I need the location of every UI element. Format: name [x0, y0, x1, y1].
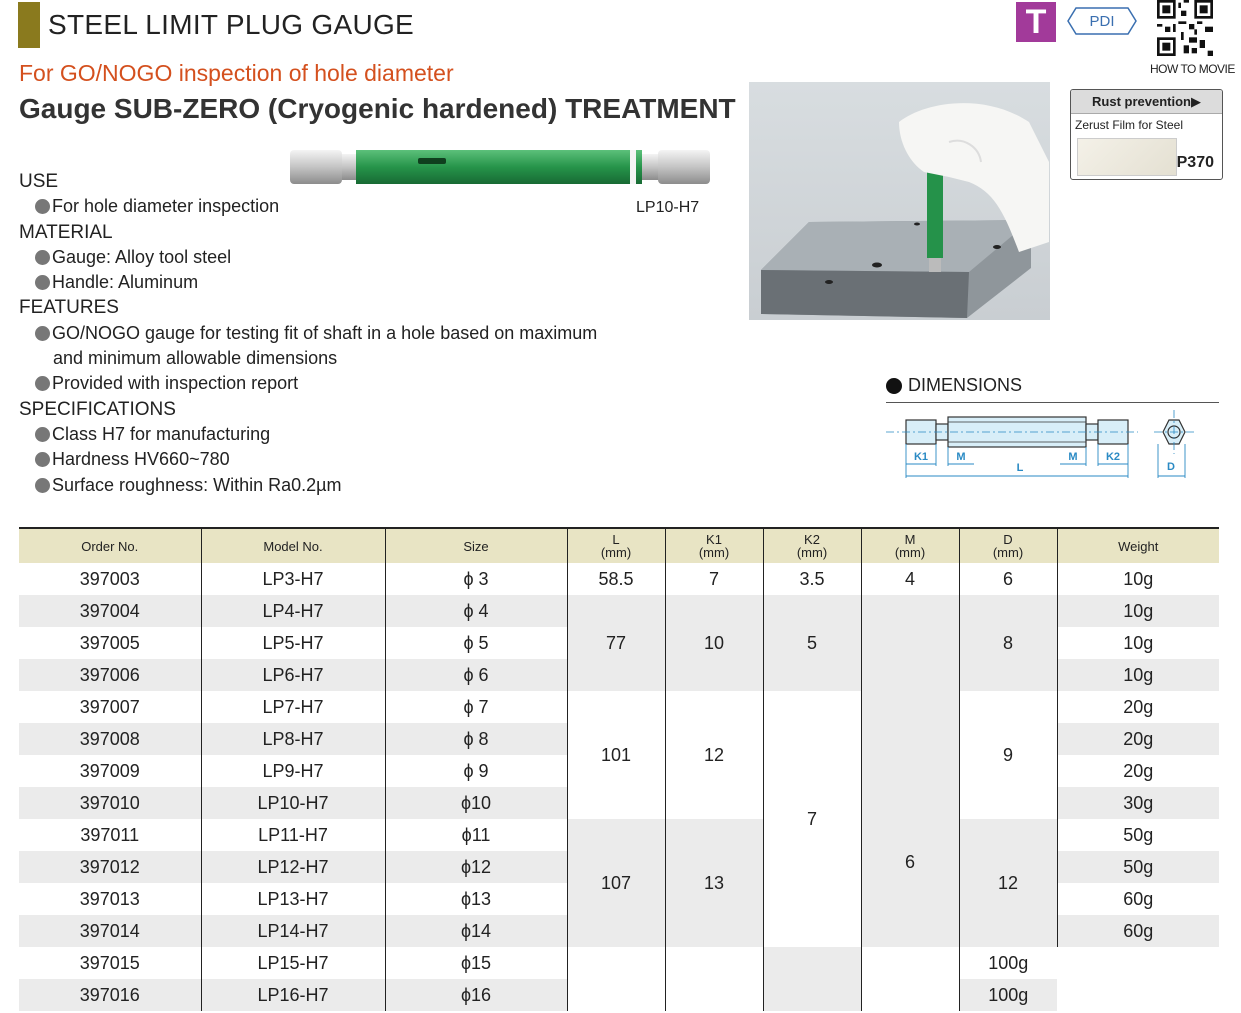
dimensions-title: DIMENSIONS — [908, 375, 1023, 395]
pdi-label: PDI — [1089, 13, 1115, 30]
k2-cell: 7 — [763, 691, 861, 947]
spec-item-3: Surface roughness: Within Ra0.2µm — [52, 474, 342, 495]
bullet-dot-icon — [35, 326, 50, 341]
table-row — [19, 947, 1219, 979]
rust-prevention-subtitle: Zerust Film for Steel — [1075, 118, 1184, 132]
dimension-diagram — [886, 408, 1219, 484]
spec-bullet — [19, 447, 699, 472]
gauge-image-caption: LP10-H7 — [636, 199, 700, 216]
model-cell: LP13-H7 — [201, 883, 385, 915]
bullet-dot-icon — [35, 199, 50, 214]
product-photo — [749, 82, 1050, 320]
order-cell: 397003 — [79, 568, 140, 589]
col-weight-header: Weight — [1057, 528, 1219, 563]
bullet-dot-icon — [35, 427, 50, 442]
k2-cell: 3.5 — [763, 563, 861, 595]
dim-label-k1: K1 — [913, 451, 929, 463]
rust-prevention-code: P370 — [1176, 154, 1214, 171]
size-cell: ϕ15 — [385, 947, 567, 979]
spec-item-1: Class H7 for manufacturing — [52, 423, 271, 444]
bullet-dot-icon — [35, 478, 50, 493]
col-order-header: Order No. — [19, 528, 201, 563]
l-cell: 58.5 — [567, 563, 665, 595]
col-l-header: L (mm) — [567, 528, 665, 563]
col-model-header: Model No. — [201, 528, 385, 563]
photo-illustration — [749, 82, 1050, 320]
model-cell: LP10-H7 — [201, 787, 385, 819]
weight-cell: 50g — [1057, 819, 1219, 851]
order-cell: 397005 — [79, 632, 140, 653]
d-cell: 6 — [959, 563, 1057, 595]
order-cell: 397006 — [19, 659, 201, 691]
model-cell: LP9-H7 — [201, 755, 385, 787]
size-cell: ϕ11 — [385, 819, 567, 851]
title-accent-bar — [18, 2, 40, 48]
size-cell: ϕ10 — [385, 787, 567, 819]
rust-prevention-title: Rust prevention▶ — [1071, 90, 1222, 114]
spec-bullet — [19, 371, 699, 396]
features-item-1-continued: and minimum allowable dimensions — [53, 348, 338, 369]
model-cell: LP5-H7 — [201, 627, 385, 659]
features-item-2: Provided with inspection report — [52, 373, 299, 394]
weight-cell: 60g — [1057, 915, 1219, 947]
size-cell: ϕ 8 — [385, 723, 567, 755]
dim-label-d: D — [1167, 461, 1175, 473]
spec-bullet — [19, 270, 699, 295]
material-heading: MATERIAL — [19, 221, 113, 243]
weight-cell: 20g — [1057, 691, 1219, 723]
model-cell: LP15-H7 — [201, 947, 385, 979]
size-cell: ϕ 6 — [385, 659, 567, 691]
order-cell: 397008 — [19, 723, 201, 755]
k1-cell: 12 — [665, 691, 763, 819]
dim-label-k2: K2 — [1105, 451, 1121, 463]
model-cell: LP4-H7 — [201, 595, 385, 627]
model-cell: LP3-H7 — [201, 563, 385, 595]
subtitle-treatment: Gauge SUB-ZERO (Cryogenic hardened) TREATMENT — [19, 93, 736, 124]
order-cell: 397016 — [19, 979, 201, 1011]
specifications-table — [19, 527, 1219, 1011]
l-cell-empty — [567, 947, 665, 1011]
spec-bullet — [19, 422, 699, 447]
weight-cell: 20g — [1057, 723, 1219, 755]
weight-cell: 100g — [959, 947, 1057, 979]
weight-cell: 50g — [1057, 851, 1219, 883]
dim-label-m-left: M — [956, 451, 966, 463]
rust-prevention-link[interactable] — [1070, 89, 1223, 180]
spec-bullet — [19, 473, 699, 498]
col-m-header: M (mm) — [861, 528, 959, 563]
d-cell-empty — [861, 947, 959, 1011]
order-cell: 397010 — [19, 787, 201, 819]
size-cell: ϕ 5 — [385, 627, 567, 659]
spec-bullet — [19, 194, 699, 219]
model-cell: LP14-H7 — [201, 915, 385, 947]
material-item-2: Handle: Aluminum — [52, 272, 199, 293]
spec-bullet — [19, 321, 699, 346]
size-cell: ϕ12 — [385, 851, 567, 883]
pdi-badge — [1066, 6, 1138, 36]
order-cell: 397004 — [19, 595, 201, 627]
bullet-dot-icon — [35, 275, 50, 290]
order-cell: 397014 — [19, 915, 201, 947]
order-cell: 397013 — [79, 888, 140, 909]
table-header-row — [19, 528, 1219, 563]
size-cell: ϕ16 — [385, 979, 567, 1011]
weight-cell: 10g — [1057, 595, 1219, 627]
m-cell: 4 — [861, 563, 959, 595]
d-cell: 9 — [959, 691, 1057, 819]
dim-label-m-right: M — [1068, 451, 1078, 463]
model-cell: LP8-H7 — [201, 723, 385, 755]
specifications-heading: SPECIFICATIONS — [19, 398, 176, 420]
weight-cell: 10g — [1057, 563, 1219, 595]
spec-bullet — [19, 245, 699, 270]
weight-cell: 10g — [1057, 627, 1219, 659]
m-value: 6 — [904, 852, 915, 872]
weight-cell: 10g — [1057, 659, 1219, 691]
use-item-1: For hole diameter inspection — [52, 196, 280, 217]
k2-cell: 5 — [763, 595, 861, 691]
size-cell: ϕ 3 — [385, 563, 567, 595]
order-cell: 397015 — [79, 952, 140, 973]
col-size-header: Size — [385, 528, 567, 563]
dimensions-divider — [886, 402, 1219, 403]
k1-cell-empty — [665, 947, 763, 1011]
title-bar — [18, 2, 414, 48]
bullet-dot-icon — [886, 378, 902, 394]
spec-sections — [19, 169, 699, 498]
table-row — [19, 563, 1219, 595]
table-row — [19, 595, 1219, 627]
model-cell: LP16-H7 — [201, 979, 385, 1011]
order-cell: 397009 — [79, 760, 140, 781]
size-cell: ϕ13 — [385, 883, 567, 915]
qr-code-icon[interactable] — [1157, 0, 1213, 56]
size-cell: ϕ 9 — [385, 755, 567, 787]
model-cell: LP6-H7 — [201, 659, 385, 691]
d-cell: 8 — [959, 595, 1057, 691]
l-cell: 77 — [567, 595, 665, 691]
weight-cell: 100g — [959, 979, 1057, 1011]
material-item-1: Gauge: Alloy tool steel — [52, 246, 232, 267]
weight-cell: 30g — [1057, 787, 1219, 819]
bullet-dot-icon — [35, 452, 50, 467]
model-cell: LP7-H7 — [201, 691, 385, 723]
k1-cell: 7 — [665, 563, 763, 595]
col-k2-header: K2 (mm) — [763, 528, 861, 563]
dim-label-l: L — [1016, 462, 1024, 474]
order-cell: 397012 — [19, 851, 201, 883]
table-row — [19, 691, 1219, 723]
l-cell: 107 — [567, 819, 665, 947]
d-cell: 12 — [959, 819, 1057, 947]
features-heading: FEATURES — [19, 297, 119, 319]
use-heading: USE — [19, 171, 59, 192]
dimensions-heading — [886, 375, 1022, 396]
spec-item-2: Hardness HV660~780 — [52, 449, 230, 470]
k1-cell: 10 — [665, 595, 763, 691]
model-cell: LP12-H7 — [201, 851, 385, 883]
k2-cell-empty — [763, 947, 861, 1011]
l-cell: 101 — [567, 691, 665, 819]
tool-category-badge: T — [1016, 2, 1056, 42]
weight-cell: 60g — [1057, 883, 1219, 915]
model-cell: LP11-H7 — [201, 819, 385, 851]
col-k1-header: K1 (mm) — [665, 528, 763, 563]
order-cell: 397011 — [80, 824, 140, 845]
how-to-movie-label: HOW TO MOVIE — [1150, 62, 1235, 76]
size-cell: ϕ14 — [385, 915, 567, 947]
m-cell — [861, 595, 959, 947]
page-title: STEEL LIMIT PLUG GAUGE — [48, 9, 415, 40]
k1-cell: 13 — [665, 819, 763, 947]
weight-cell: 20g — [1057, 755, 1219, 787]
size-cell: ϕ 4 — [385, 595, 567, 627]
subtitle-purpose: For GO/NOGO inspection of hole diameter — [19, 60, 454, 86]
zerust-film-thumbnail — [1077, 138, 1177, 176]
table-row — [19, 819, 1219, 851]
bullet-dot-icon — [35, 376, 50, 391]
order-cell: 397007 — [79, 696, 140, 717]
features-item-1: GO/NOGO gauge for testing fit of shaft in a hole based on maximum — [52, 322, 598, 343]
size-cell: ϕ 7 — [385, 691, 567, 723]
col-d-header: D (mm) — [959, 528, 1057, 563]
bullet-dot-icon — [35, 250, 50, 265]
